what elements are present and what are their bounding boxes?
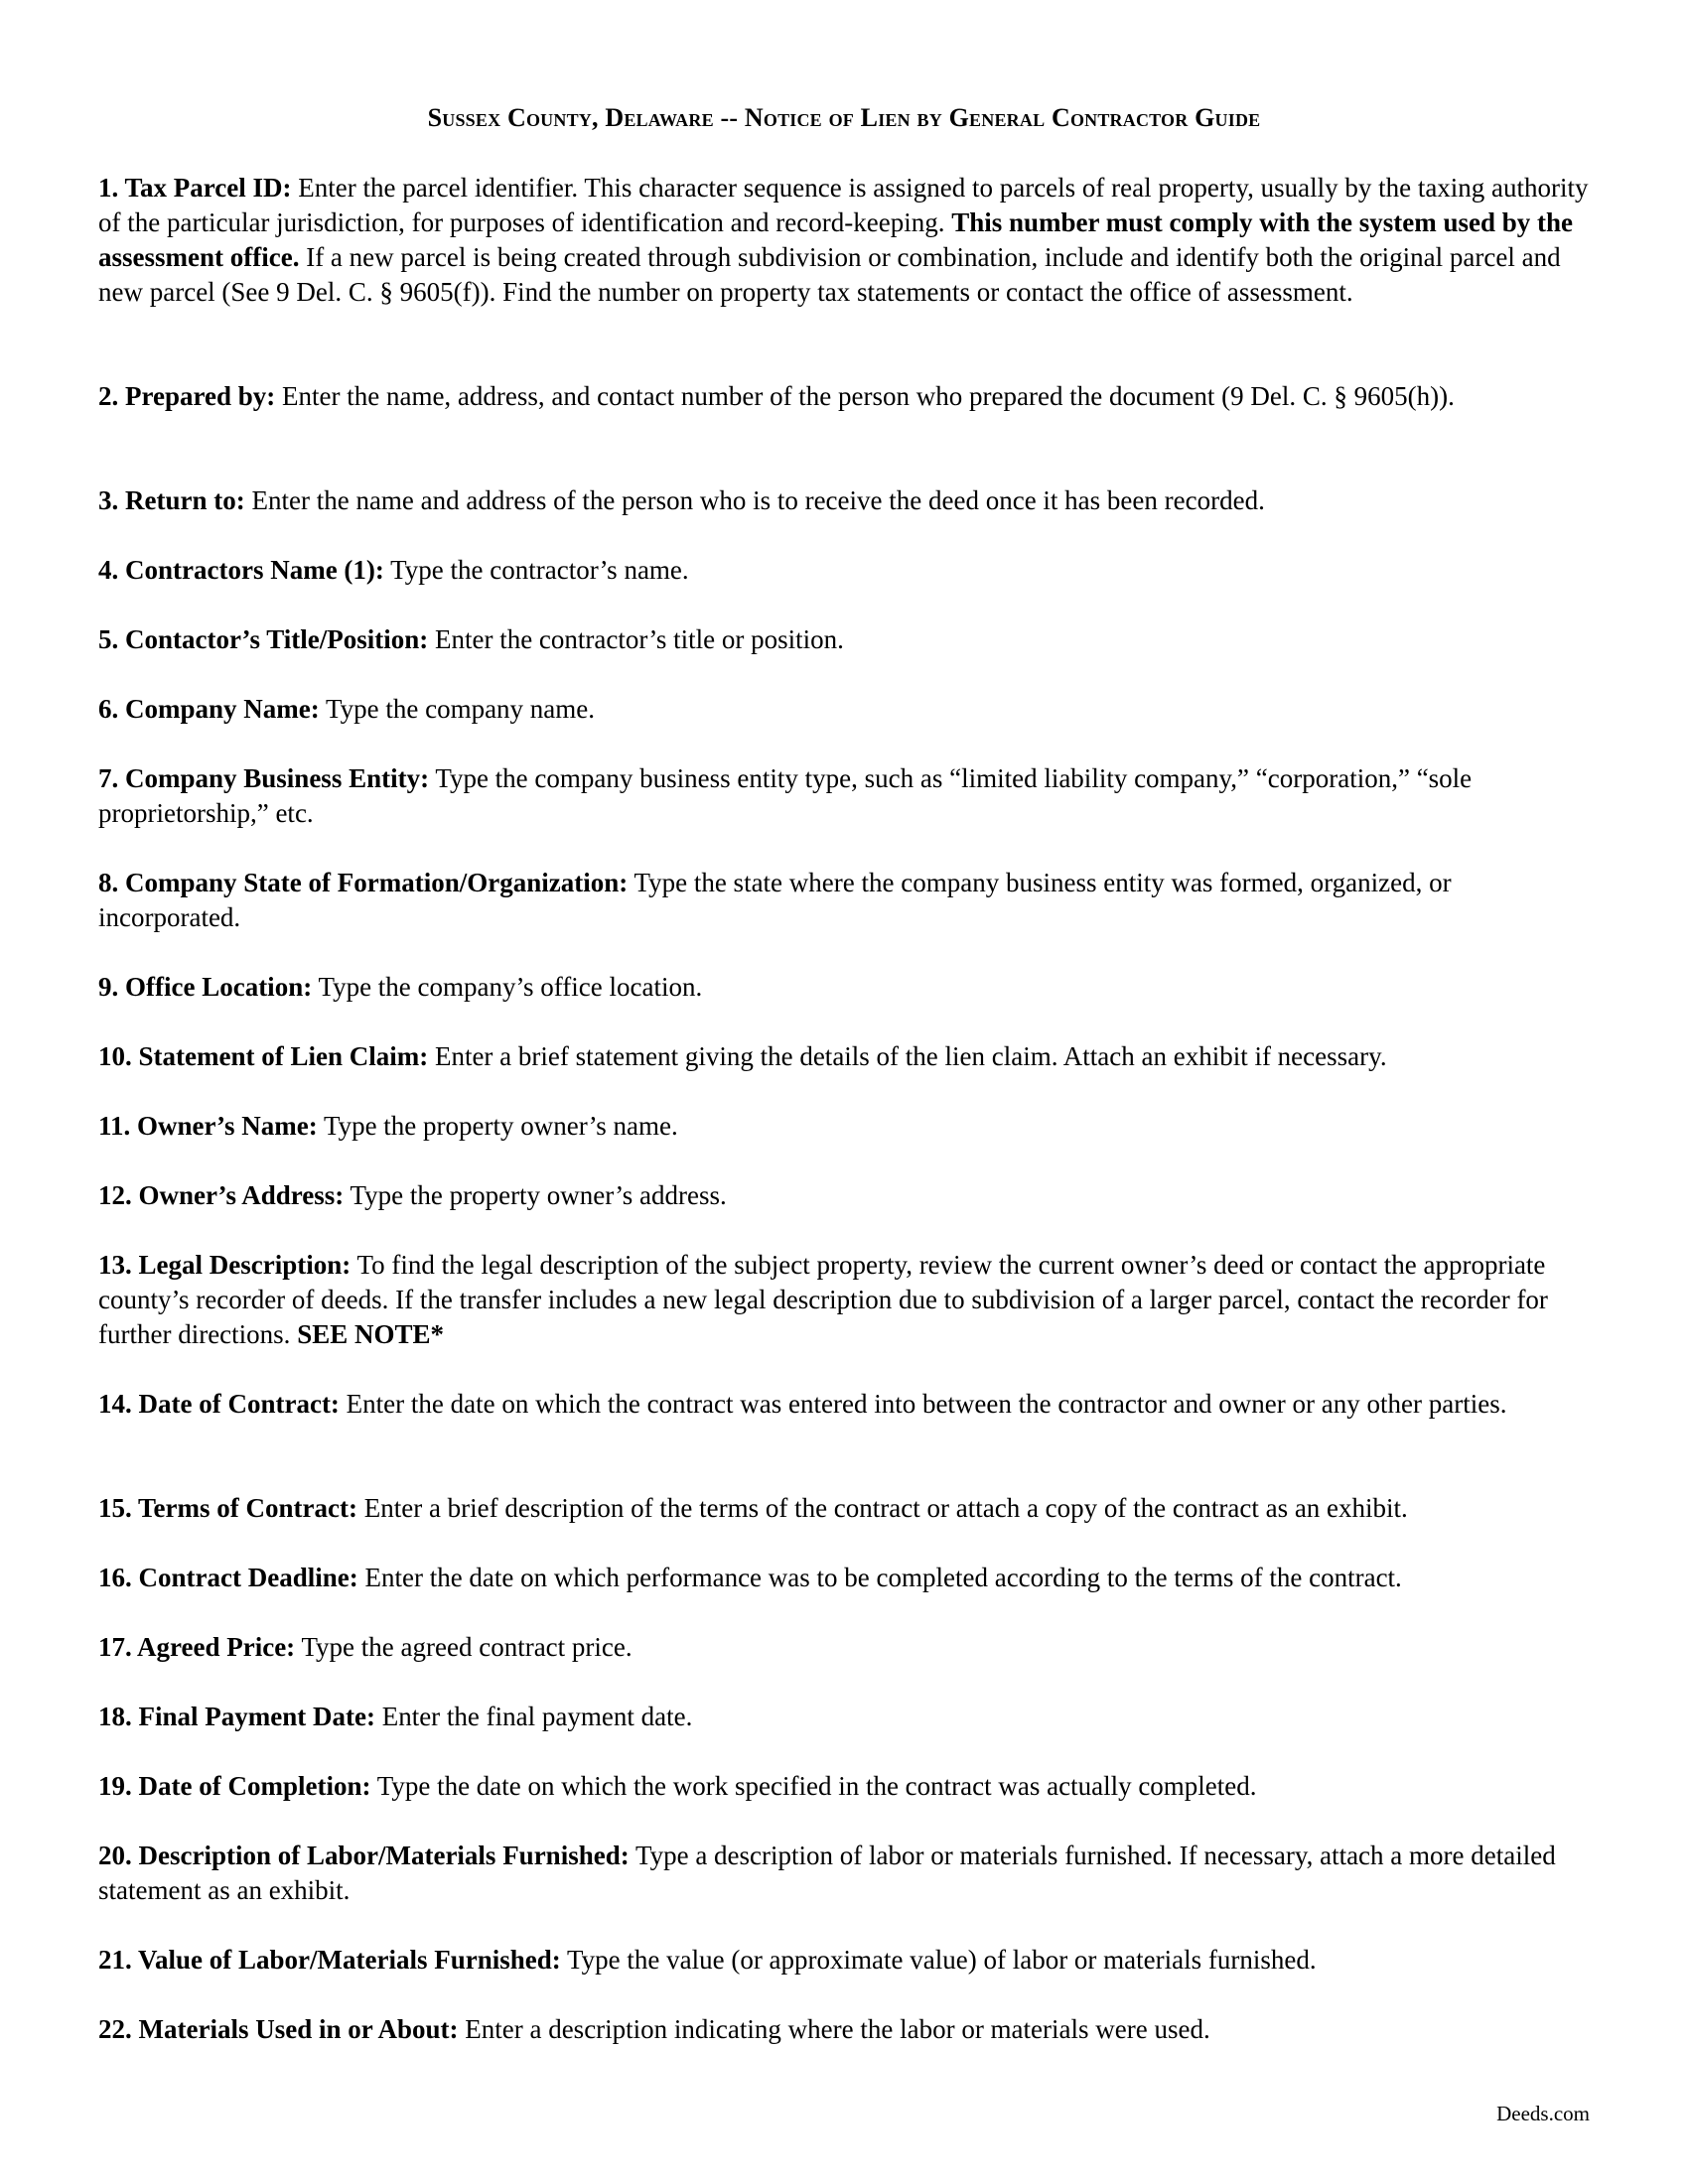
guide-item-prepared-by	[98, 379, 1590, 414]
guide-item-contractor-title	[98, 622, 1590, 657]
item-label: 22. Materials Used in or About:	[98, 2014, 459, 2044]
item-text: Type the value (or approximate value) of labor or materials furnished.	[560, 1945, 1317, 1975]
guide-item-contractors-name	[98, 553, 1590, 588]
item-text: Type the property owner’s name.	[317, 1111, 678, 1141]
item-label: 18. Final Payment Date:	[98, 1702, 375, 1731]
item-label: 16. Contract Deadline:	[98, 1563, 358, 1592]
guide-item-legal-description	[98, 1248, 1590, 1352]
item-label: 3. Return to:	[98, 485, 245, 515]
item-label: 5. Contactor’s Title/Position:	[98, 624, 429, 654]
item-text: Enter the name and address of the person who is to receive the deed once it has been recorded.	[244, 485, 1265, 515]
item-label: 14. Date of Contract:	[98, 1389, 340, 1419]
item-label: 19. Date of Completion:	[98, 1771, 371, 1801]
item-text: Enter a description indicating where the labor or materials were used.	[458, 2014, 1210, 2044]
item-bold-text: This number must comply with the system used by the assessment office.	[98, 207, 1574, 272]
item-label: 17. Agreed Price:	[98, 1632, 296, 1662]
guide-item-owners-name	[98, 1109, 1590, 1144]
item-text: Type the company name.	[319, 694, 596, 724]
guide-item-company-state	[98, 866, 1590, 935]
item-label: 20. Description of Labor/Materials Furnished:	[98, 1841, 630, 1870]
item-text: To find the legal description of the subject property, review the current owner’s deed or contact the appropriate county’s recorder of deeds. If the transfer includes a new legal description due to subdivision of a larger parcel, contact the recorder for further directions.	[98, 1250, 1548, 1349]
item-text: Type the company’s office location.	[312, 972, 703, 1002]
item-text: Type the state where the company business entity was formed, organized, or incorporated.	[98, 868, 1452, 932]
guide-item-owners-address	[98, 1178, 1590, 1213]
item-text: Type the agreed contract price.	[295, 1632, 633, 1662]
guide-item-office-location	[98, 970, 1590, 1005]
item-text: Enter a brief statement giving the details of the lien claim. Attach an exhibit if necessary.	[428, 1041, 1387, 1071]
item-label: 21. Value of Labor/Materials Furnished:	[98, 1945, 561, 1975]
item-label: 2. Prepared by:	[98, 381, 276, 411]
item-label: 15. Terms of Contract:	[98, 1493, 357, 1523]
guide-item-tax-parcel-id	[98, 171, 1590, 310]
item-text: Type the contractor’s name.	[383, 555, 689, 585]
guide-item-company-business-entity	[98, 761, 1590, 831]
guide-item-materials-used	[98, 2012, 1590, 2047]
guide-item-agreed-price	[98, 1630, 1590, 1665]
guide-item-return-to	[98, 483, 1590, 518]
guide-item-contract-deadline	[98, 1561, 1590, 1595]
guide-item-value-of-labor	[98, 1943, 1590, 1978]
item-bold-text: SEE NOTE*	[297, 1319, 444, 1349]
item-label: 12. Owner’s Address:	[98, 1180, 345, 1210]
guide-item-statement-of-lien	[98, 1039, 1590, 1074]
item-label: 9. Office Location:	[98, 972, 313, 1002]
guide-item-terms-of-contract	[98, 1491, 1590, 1526]
item-text: Enter the contractor’s title or position.	[428, 624, 844, 654]
guide-item-date-of-contract	[98, 1387, 1590, 1422]
item-label: 11. Owner’s Name:	[98, 1111, 318, 1141]
item-label: 7. Company Business Entity:	[98, 763, 430, 793]
item-text: Enter a brief description of the terms of the contract or attach a copy of the contract as an exhibit.	[356, 1493, 1408, 1523]
item-label: 4. Contractors Name (1):	[98, 555, 384, 585]
item-text: Type the property owner’s address.	[344, 1180, 727, 1210]
item-label: 6. Company Name:	[98, 694, 320, 724]
item-label: 1. Tax Parcel ID:	[98, 173, 292, 203]
guide-item-company-name	[98, 692, 1590, 727]
guide-item-final-payment-date	[98, 1700, 1590, 1734]
item-text: Type a description of labor or materials furnished. If necessary, attach a more detailed statement as an exhibit.	[98, 1841, 1556, 1905]
item-text: Enter the final payment date.	[374, 1702, 693, 1731]
document-title: Sussex County, Delaware -- Notice of Lien by General Contractor Guide	[427, 103, 1261, 132]
item-text-after: If a new parcel is being created through subdivision or combination, include and identify both the original parcel and new parcel (See 9 Del. C. § 9605(f)). Find the number on property tax statements or contact the office of assessment.	[98, 242, 1561, 307]
item-text: Enter the date on which the contract was entered into between the contractor and owner or any other parties.	[339, 1389, 1507, 1419]
item-text: Enter the parcel identifier. This character sequence is assigned to parcels of real property, usually by the taxing authority of the particular jurisdiction, for purposes of identification and record-keeping.	[98, 173, 1589, 237]
item-label: 13. Legal Description:	[98, 1250, 352, 1280]
footer-brand: Deeds.com	[1496, 2102, 1590, 2125]
guide-item-date-of-completion	[98, 1769, 1590, 1804]
guide-item-description-of-labor	[98, 1839, 1590, 1908]
item-text: Enter the name, address, and contact number of the person who prepared the document (9 Del. C. § 9605(h)).	[275, 381, 1455, 411]
item-text: Type the company business entity type, such as “limited liability company,” “corporation,” “sole proprietorship,” etc.	[98, 763, 1473, 828]
item-label: 8. Company State of Formation/Organization:	[98, 868, 629, 897]
item-label: 10. Statement of Lien Claim:	[98, 1041, 429, 1071]
item-text: Enter the date on which performance was to be completed according to the terms of the contract.	[357, 1563, 1402, 1592]
item-text: Type the date on which the work specified in the contract was actually completed.	[370, 1771, 1257, 1801]
